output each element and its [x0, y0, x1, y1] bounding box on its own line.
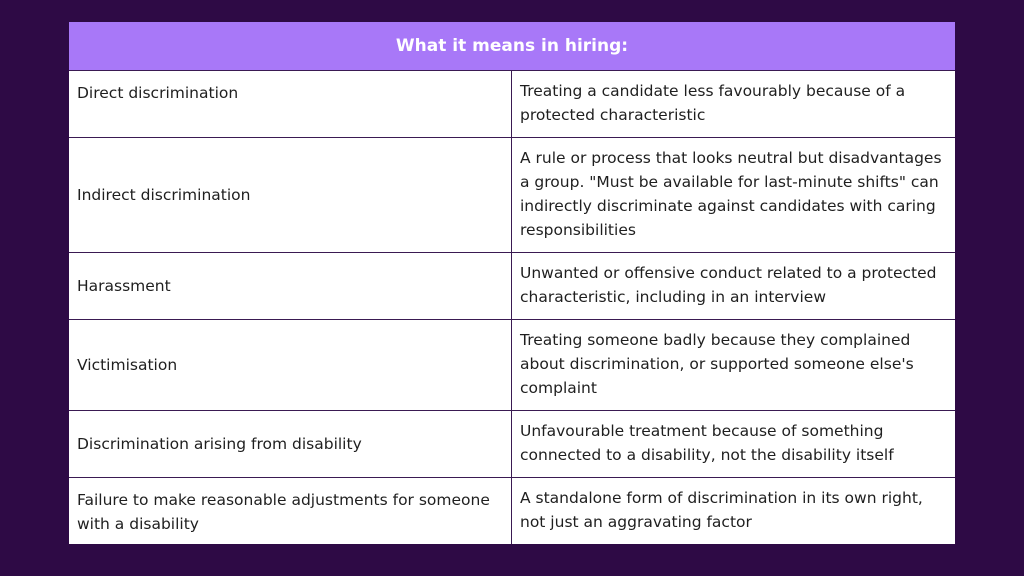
table-row	[69, 71, 955, 138]
table-row	[69, 138, 955, 253]
hiring-discrimination-table	[69, 22, 955, 544]
table-row	[69, 478, 955, 544]
term-cell: Indirect discrimination	[69, 138, 512, 252]
table-row	[69, 320, 955, 411]
table-row	[69, 411, 955, 478]
term-cell: Victimisation	[69, 320, 512, 410]
term-cell: Direct discrimination	[69, 71, 512, 137]
table-title: What it means in hiring:	[69, 22, 955, 71]
description-cell: Unfavourable treatment because of something connected to a disability, not the disability itself	[520, 422, 894, 464]
table-row	[69, 253, 955, 320]
description-cell: A rule or process that looks neutral but disadvantages a group. "Must be available for last-minute shifts" can indirectly discriminate against candidates with caring responsibilities	[520, 149, 942, 239]
description-cell: A standalone form of discrimination in its own right, not just an aggravating factor	[520, 489, 923, 531]
description-cell: Unwanted or offensive conduct related to a protected characteristic, including in an interview	[520, 264, 937, 306]
term-cell: Harassment	[69, 253, 512, 319]
term-cell: Failure to make reasonable adjustments for someone with a disability	[69, 478, 512, 544]
term-cell: Discrimination arising from disability	[69, 411, 512, 477]
description-cell: Treating a candidate less favourably because of a protected characteristic	[520, 82, 906, 124]
description-cell: Treating someone badly because they complained about discrimination, or supported someone else's complaint	[520, 331, 914, 397]
